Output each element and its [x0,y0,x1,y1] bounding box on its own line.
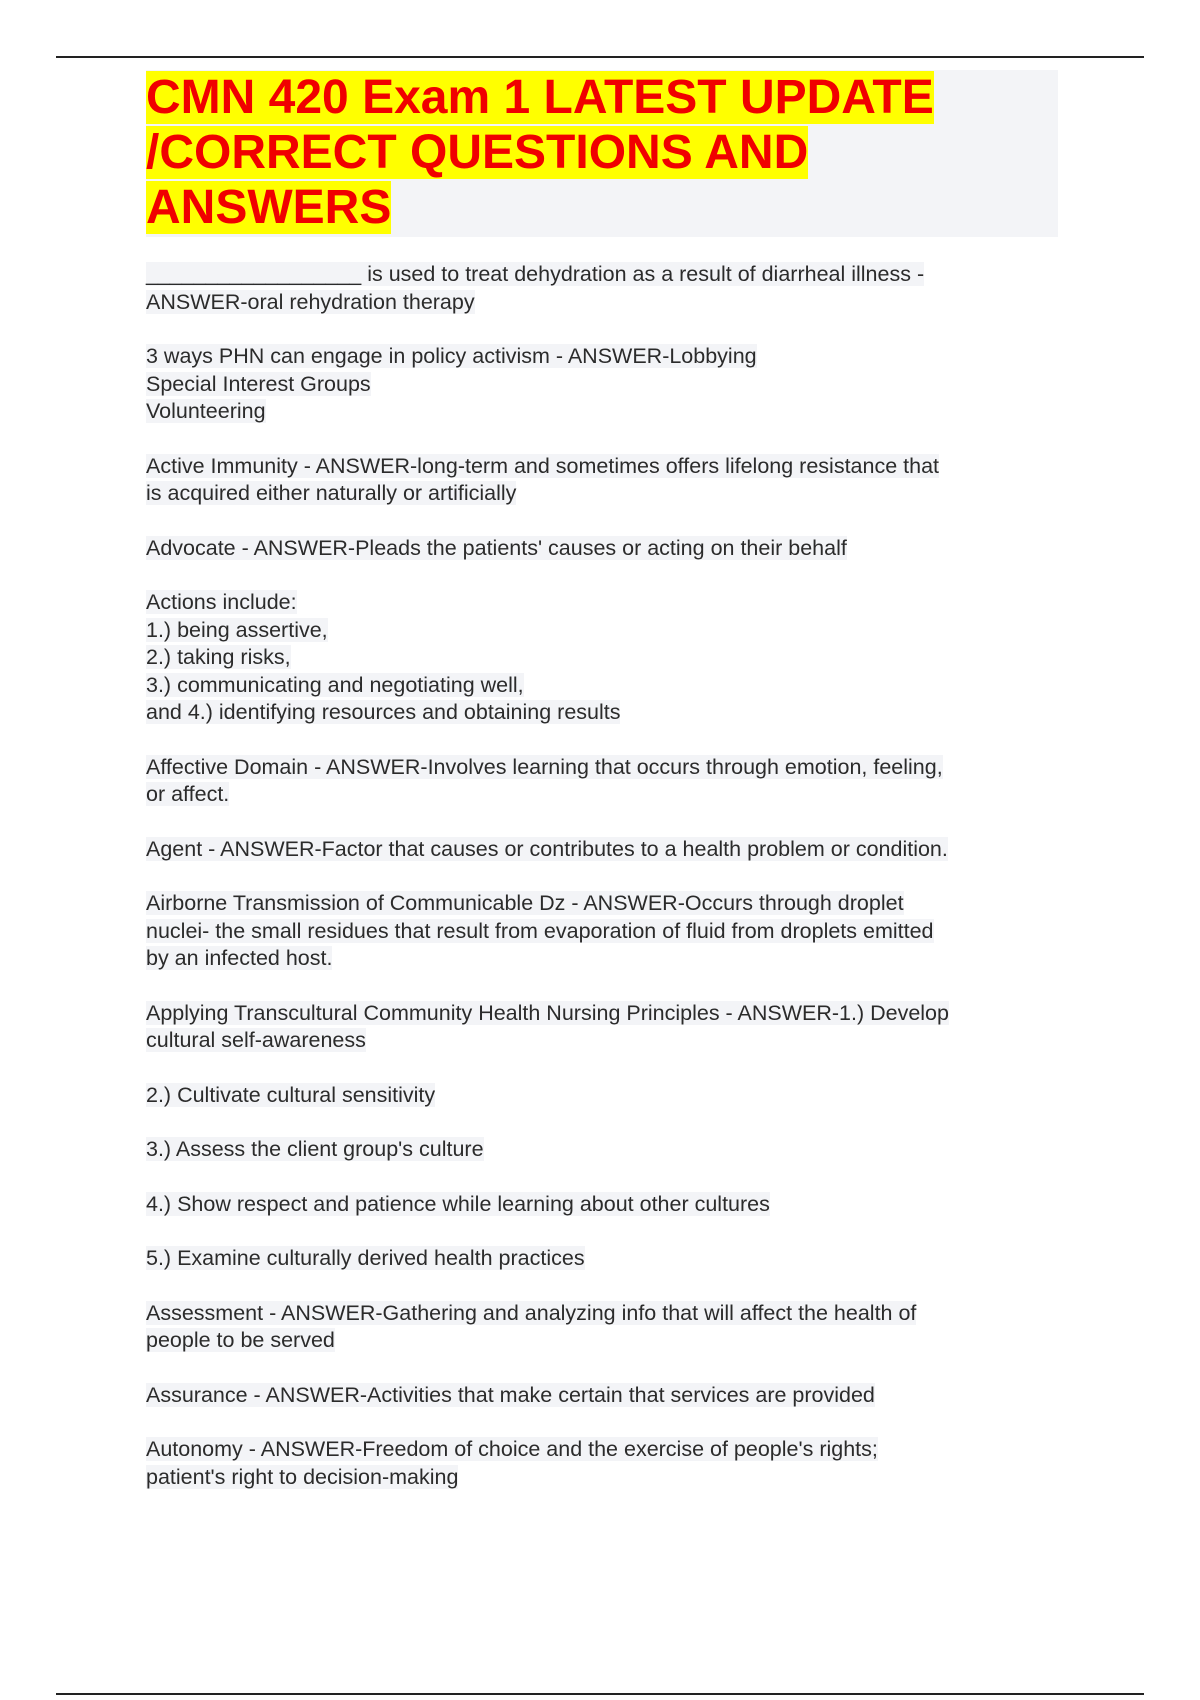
title-line: CMN 420 Exam 1 LATEST UPDATE [146,71,934,124]
qa-entry-text: Assessment - ANSWER-Gathering and analyzing info that will affect the health of [146,1300,917,1325]
qa-entry-line [146,398,1058,426]
qa-entry-line [146,1300,1058,1328]
qa-entry [146,836,1058,864]
qa-entry-text: patient's right to decision-making [146,1464,459,1489]
qa-entry [146,1300,1058,1355]
top-rule [56,56,1144,58]
qa-entry-line [146,1436,1058,1464]
qa-entry-text: Assurance - ANSWER-Activities that make certain that services are provided [146,1382,875,1407]
qa-entry [146,589,1058,727]
qa-entry-line [146,617,1058,645]
qa-entry-line [146,535,1058,563]
qa-entry-text: Actions include: [146,590,297,614]
bottom-rule [56,1693,1144,1695]
qa-entry [146,1245,1058,1273]
qa-entry-text: __________________ is used to treat dehydration as a result of diarrheal illness - [146,262,925,286]
qa-entry [146,1000,1058,1055]
qa-entry-line [146,890,1058,918]
qa-entry-line [146,589,1058,617]
qa-entry [146,1436,1058,1491]
qa-entry [146,535,1058,563]
qa-entry [146,1082,1058,1110]
qa-entry-text: Autonomy - ANSWER-Freedom of choice and the exercise of people's rights; [146,1437,878,1461]
qa-entry-line [146,1245,1058,1273]
qa-entry-line [146,945,1058,973]
qa-entry-line [146,781,1058,809]
qa-entry-text: Volunteering [146,399,266,423]
qa-entry-text: nuclei- the small residues that result from evaporation of fluid from droplets emitted [146,918,934,943]
qa-entry-text: Airborne Transmission of Communicable Dz - ANSWER-Occurs through droplet [146,891,904,915]
qa-entry-line [146,1464,1058,1492]
qa-entry-text: 3.) Assess the client group's culture [146,1137,484,1161]
qa-entry-text: 1.) being assertive, [146,617,328,642]
qa-entry-line [146,1027,1058,1055]
qa-entry-text: 3.) communicating and negotiating well, [146,672,524,697]
qa-entry [146,261,1058,316]
qa-entry-line [146,371,1058,399]
title-line: ANSWERS [146,181,392,234]
qa-entry-line [146,1136,1058,1164]
qa-entry-text: Applying Transcultural Community Health Nursing Principles - ANSWER-1.) Develop [146,1000,949,1025]
qa-entry-line [146,918,1058,946]
qa-entry-line [146,453,1058,481]
qa-entry-line [146,480,1058,508]
qa-entry-line [146,289,1058,317]
qa-entry [146,1191,1058,1219]
qa-entry-line [146,343,1058,371]
qa-entry-text: 2.) Cultivate cultural sensitivity [146,1082,436,1107]
qa-entry-text: Special Interest Groups [146,371,371,396]
qa-entry-text: and 4.) identifying resources and obtaining results [146,700,621,724]
qa-entry-line [146,261,1058,289]
qa-entry-text: people to be served [146,1328,335,1352]
qa-entry-text: Advocate - ANSWER-Pleads the patients' causes or acting on their behalf [146,535,847,560]
page-content [146,70,1058,1518]
qa-entry-line [146,672,1058,700]
qa-entry-line [146,1382,1058,1410]
qa-entry-text: Agent - ANSWER-Factor that causes or contributes to a health problem or condition. [146,836,948,861]
qa-entry-text: cultural self-awareness [146,1028,366,1052]
title-line: /CORRECT QUESTIONS AND [146,126,809,179]
qa-entry-text: ANSWER-oral rehydration therapy [146,289,475,314]
qa-entry [146,890,1058,973]
qa-entry [146,453,1058,508]
qa-entry [146,754,1058,809]
qa-entry [146,1136,1058,1164]
qa-entry-line [146,754,1058,782]
qa-entry-line [146,1082,1058,1110]
qa-entry-text: 2.) taking risks, [146,645,291,669]
qa-entry-line [146,1327,1058,1355]
qa-entry-text: is acquired either naturally or artificially [146,481,517,505]
qa-entry [146,343,1058,426]
qa-entry-text: 5.) Examine culturally derived health practices [146,1246,585,1270]
qa-entry-text: Active Immunity - ANSWER-long-term and sometimes offers lifelong resistance that [146,453,940,478]
qa-entry-line [146,644,1058,672]
qa-entry-text: by an infected host. [146,946,333,970]
qa-entry-line [146,699,1058,727]
qa-entry-text: 3 ways PHN can engage in policy activism - ANSWER-Lobbying [146,344,757,368]
qa-entry-line [146,836,1058,864]
qa-list [146,261,1058,1491]
document-title [146,70,1058,235]
qa-entry-text: Affective Domain - ANSWER-Involves learning that occurs through emotion, feeling, [146,754,943,779]
qa-entry-text: 4.) Show respect and patience while learning about other cultures [146,1191,770,1216]
qa-entry-line [146,1000,1058,1028]
qa-entry-text: or affect. [146,782,230,806]
qa-entry-line [146,1191,1058,1219]
title-block [146,70,1058,237]
qa-entry [146,1382,1058,1410]
